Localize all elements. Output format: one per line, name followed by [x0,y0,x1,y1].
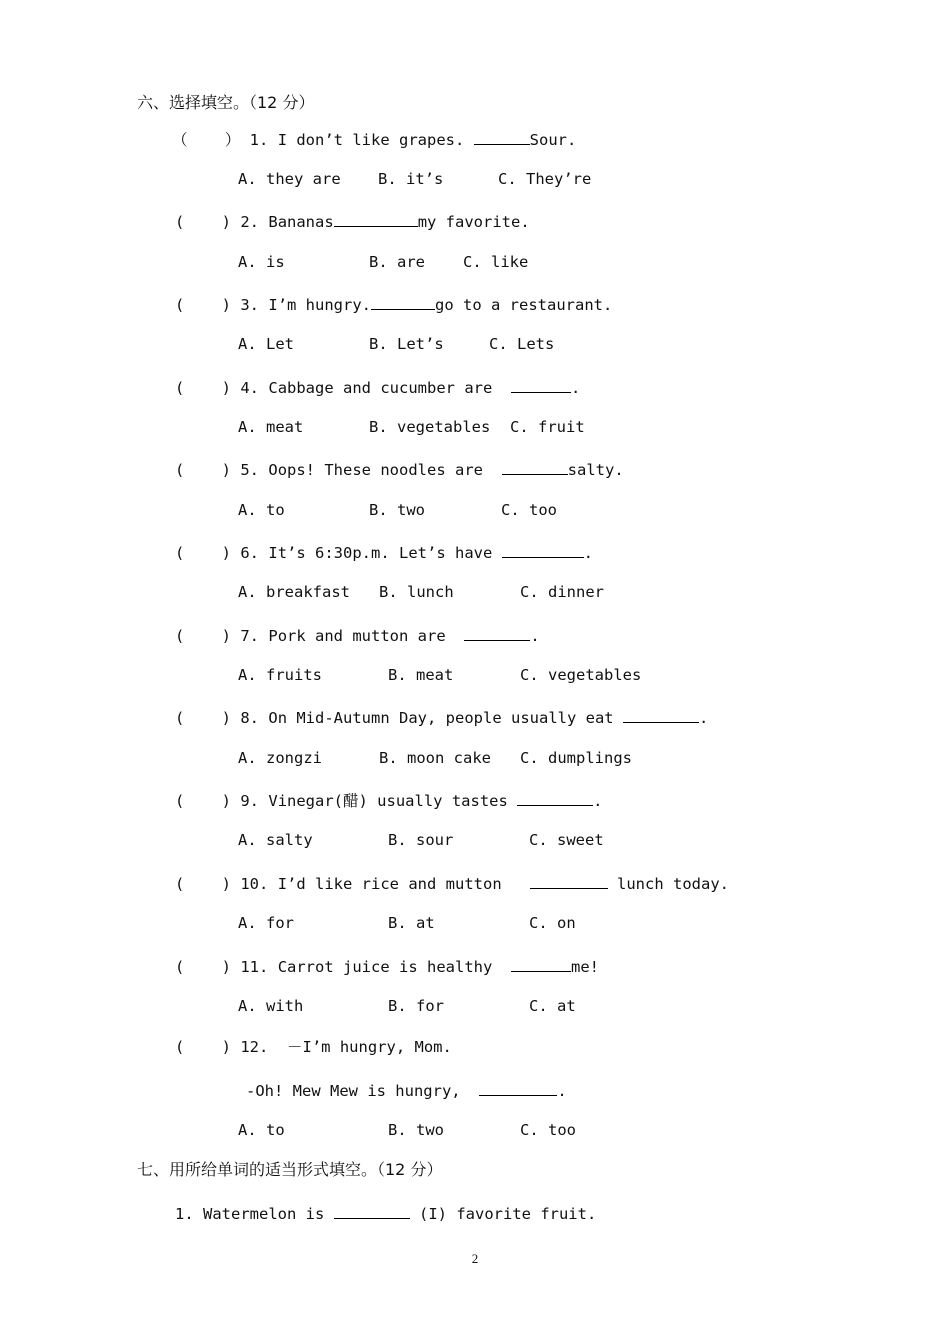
answer-blank[interactable] [511,376,571,393]
question-number: 5. [240,461,260,479]
answer-paren[interactable]: ( ) [175,379,231,397]
answer-paren[interactable]: ( ) [175,792,231,810]
option-c[interactable]: C. like [463,253,529,271]
answer-blank[interactable] [511,955,571,972]
question-number: 7. [240,627,260,645]
option-c[interactable]: C. at [529,997,576,1015]
question-number: 1. [249,131,269,149]
option-a[interactable]: A. fruits [238,666,322,684]
options-5 [238,500,557,520]
options-6 [238,582,604,602]
question-text: I’m hungry. [268,296,372,314]
question-text: I’d like rice and mutton [277,875,502,893]
section-7-title: 七、用所给单词的适当形式填空。（12 分） [137,1160,443,1179]
options-1 [238,169,591,189]
question-2 [175,210,530,232]
option-c[interactable]: C. too [501,501,557,519]
answer-blank[interactable] [530,872,608,889]
question-text: Cabbage and cucumber are [268,379,493,397]
options-11 [238,996,576,1016]
question-number: 11. [240,958,269,976]
options-4 [238,417,585,437]
answer-blank[interactable] [334,210,418,227]
option-b[interactable]: B. vegetables [369,418,491,436]
option-b[interactable]: B. Let’s [369,335,444,353]
question-9 [175,789,603,811]
question-text: Bananas [268,213,334,231]
answer-paren[interactable]: ( ) [175,709,231,727]
question-text: 1. Watermelon is [175,1205,325,1223]
answer-blank[interactable] [474,128,530,145]
question-12 [175,1037,452,1057]
option-c[interactable]: C. Lets [489,335,555,353]
answer-paren[interactable]: ( ) [175,1038,231,1056]
option-a[interactable]: A. salty [238,831,313,849]
page-number: 2 [471,1251,479,1266]
option-a[interactable]: A. breakfast [238,583,350,601]
question-text-after: . [530,627,540,645]
question-number: 9. [240,792,260,810]
question-number: 12. [240,1038,269,1056]
option-a[interactable]: A. they are [238,170,341,188]
answer-blank[interactable] [623,706,699,723]
options-12 [238,1120,576,1140]
question-text-after: . [583,544,594,562]
question-text: It’s 6:30p.m. Let’s have [268,544,493,562]
question-text: Oops! These noodles are [268,461,483,479]
question-text-after: me! [571,958,599,976]
question-6 [175,541,593,563]
options-2 [238,252,528,272]
question-12-line-2 [246,1079,567,1101]
option-b[interactable]: B. sour [388,831,454,849]
question-11 [175,955,599,977]
option-b[interactable]: B. at [388,914,435,932]
answer-blank[interactable] [371,293,435,310]
options-7 [238,665,641,685]
answer-paren[interactable]: ( ) [175,627,231,645]
answer-paren[interactable]: ( ) [175,461,231,479]
options-9 [238,830,604,850]
option-a[interactable]: A. for [238,914,294,932]
option-c[interactable]: C. dinner [520,583,604,601]
section-7-question-1 [175,1202,596,1224]
question-text-after: lunch today. [617,875,729,893]
answer-paren[interactable]: （ ） [172,131,241,149]
option-c[interactable]: C. fruit [510,418,585,436]
question-number: 8. [240,709,260,727]
option-b[interactable]: B. meat [388,666,454,684]
question-text-after: . [698,709,709,727]
answer-blank[interactable] [334,1202,410,1219]
question-number: 4. [240,379,260,397]
question-5 [175,458,624,480]
question-text-after: (I) favorite fruit. [419,1205,597,1223]
question-text-after: go to a restaurant. [435,296,613,314]
option-a[interactable]: A. to [238,501,285,519]
option-a[interactable]: A. is [238,253,285,271]
answer-paren[interactable]: ( ) [175,958,231,976]
options-3 [238,334,554,354]
option-b[interactable]: B. it’s [378,170,444,188]
section-6-title: 六、选择填空。（12 分） [137,93,315,112]
question-3 [175,293,612,315]
answer-paren[interactable]: ( ) [175,296,231,314]
answer-paren[interactable]: ( ) [175,544,231,562]
question-text-after: . [571,379,581,397]
question-7 [175,624,540,646]
question-1 [172,128,576,150]
question-text: Carrot juice is healthy [277,958,493,976]
question-text-after: salty. [567,461,624,479]
option-b[interactable]: B. two [388,1121,444,1139]
answer-blank[interactable] [502,458,568,475]
option-a[interactable]: A. meat [238,418,304,436]
option-a[interactable]: A. to [238,1121,285,1139]
question-number: 3. [240,296,260,314]
option-c[interactable]: C. vegetables [520,666,642,684]
option-c[interactable]: C. sweet [529,831,604,849]
answer-blank[interactable] [479,1079,557,1096]
question-text: Vinegar(醋) usually tastes [268,792,508,810]
option-a[interactable]: A. with [238,997,304,1015]
question-4 [175,376,580,398]
question-text-after: . [593,792,603,810]
option-b[interactable]: B. moon cake [379,749,491,767]
question-text: On Mid-Autumn Day, people usually eat [268,709,614,727]
option-a[interactable]: A. zongzi [238,749,322,767]
question-text: I don’t like grapes. [277,131,465,149]
option-c[interactable]: C. too [520,1121,576,1139]
question-8 [175,706,708,728]
answer-paren[interactable]: ( ) [175,213,231,231]
option-b[interactable]: B. lunch [379,583,454,601]
answer-blank[interactable] [517,789,593,806]
option-c[interactable]: C. on [529,914,576,932]
option-b[interactable]: B. two [369,501,425,519]
options-8 [238,748,632,768]
option-c[interactable]: C. dumplings [520,749,632,767]
option-b[interactable]: B. are [369,253,425,271]
option-c[interactable]: C. They’re [498,170,592,188]
question-number: 2. [240,213,260,231]
option-a[interactable]: A. Let [238,335,294,353]
answer-blank[interactable] [464,624,530,641]
question-10 [175,872,729,894]
option-b[interactable]: B. for [388,997,444,1015]
question-number: 6. [240,544,260,562]
question-number: 10. [240,875,269,893]
question-text-after: my favorite. [417,213,530,231]
answer-paren[interactable]: ( ) [175,875,231,893]
question-text-after: . [557,1082,567,1100]
options-10 [238,913,576,933]
question-text: －I’m hungry, Mom. [287,1038,452,1056]
question-text: Pork and mutton are [268,627,446,645]
question-text: -Oh! Mew Mew is hungry, [246,1082,461,1100]
answer-blank[interactable] [502,541,584,558]
question-text-after: Sour. [529,131,577,149]
